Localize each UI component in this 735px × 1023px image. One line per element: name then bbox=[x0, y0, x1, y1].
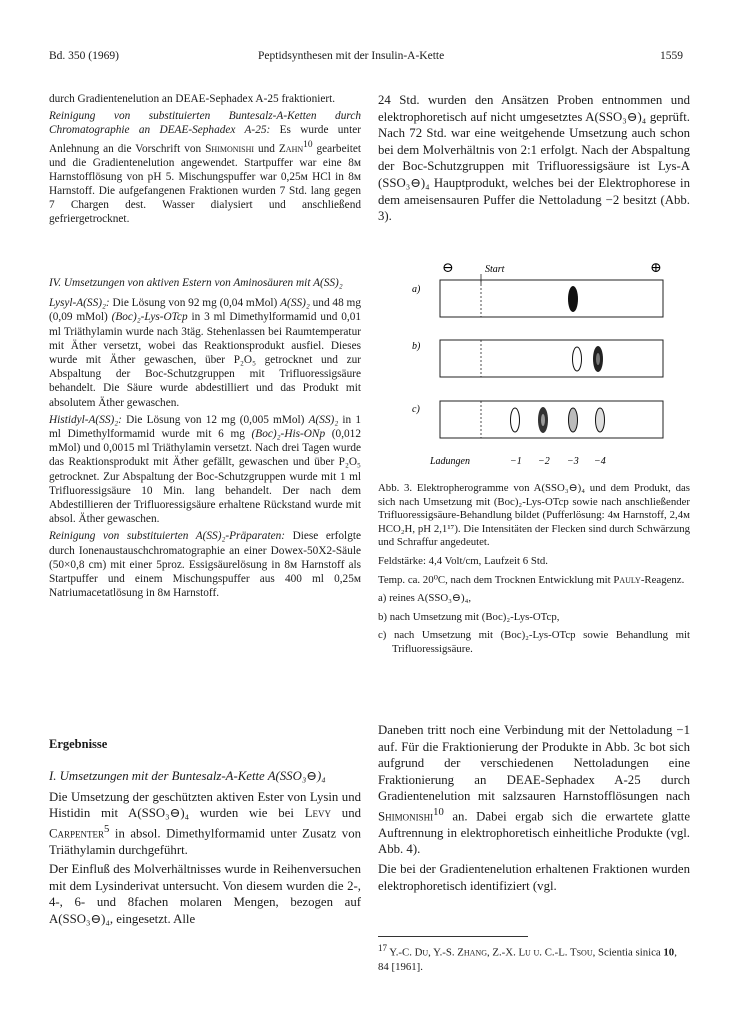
right-column-body bbox=[378, 722, 690, 897]
minus-pole-icon: ⊖ bbox=[442, 261, 454, 276]
spot-b-minus-3 bbox=[573, 347, 582, 371]
strip-label-c: c) bbox=[412, 404, 420, 415]
author-name: Carpenter bbox=[49, 826, 105, 841]
run-in-heading: Histidyl-A(SS)₂: bbox=[49, 413, 122, 426]
reference-marker: 10 bbox=[303, 139, 313, 150]
charges-axis-label: Ladungen bbox=[430, 456, 470, 467]
spot-a-minus-3 bbox=[568, 286, 578, 312]
paragraph: Lysyl-A(SS)₂: Die Lösung von 92 mg (0,04 mMol) A(SS)₂ und 48 mg (0,09 mMol) (Boc)₂-Lys-OTcp in 3 ml Dimethylformamid und 0,01 ml Triäthylamin wurde nach 3täg. Stehenlassen bei Raumtemperatur mit Äther versetzt, wobei das Reaktionsprodukt ausfiel. Dieses wurde mit Äther gewaschen, über P₂O₅ getrocknet und zur Abspaltung der Boc-Schutzgruppen mit Trifluoressigsäure behandelt. Die Säure wurde abdestilliert und das Produkt mit absolutem Äther gewaschen. bbox=[49, 297, 361, 409]
figure-caption bbox=[378, 482, 690, 662]
footnote-rule bbox=[378, 936, 528, 937]
caption-text: Temp. ca. 20⁰C, nach dem Trocknen Entwicklung mit Pauly-Reagenz. bbox=[378, 573, 685, 586]
right-column-intro bbox=[378, 92, 690, 228]
footnote: $^{17}$ Y.-C. Du, Y.-S. Zhang, Z.-X. Lu u. C.-L. Tsou, Scientia sinica 10, 84 [1961]. bbox=[378, 943, 677, 973]
author-name: Zahn bbox=[278, 142, 304, 155]
caption-item: a) reines A(SSO₃⊖)₄, bbox=[378, 592, 472, 605]
paragraph: Die bei der Gradientenelution erhaltenen Fraktionen wurden elektrophoretisch identifiziert (vgl. bbox=[378, 862, 690, 893]
electropherogram-figure bbox=[390, 252, 690, 477]
reference-marker: 10 bbox=[433, 806, 444, 818]
left-column bbox=[49, 92, 361, 230]
charge-tick: −2 bbox=[538, 456, 550, 467]
run-in-heading: Reinigung von substituierten Buntesalz-A-Ketten durch Chromatographie an DEAE-Sephadex A-25: bbox=[49, 110, 361, 137]
section-iv bbox=[49, 276, 361, 603]
section-heading: I. Umsetzungen mit der Buntesalz-A-Kette A(SSO₃⊖)₄ bbox=[49, 769, 326, 783]
paragraph: Reinigung von substituierten A(SS)₂-Präparaten: Diese erfolgte durch Ionenaustauschchromatographie an einer Dowex-50X2-Säule (50×0,8 cm) mit einer 5proz. Essigsäurelösung in 8м Harnstoff als Startpuffer und einem Mischungspuffer aus 400 ml 0,25м Natriumacetatlösung in 8м Harnstoff. bbox=[49, 530, 361, 600]
charge-tick: −3 bbox=[567, 456, 579, 467]
spot-c-minus-3 bbox=[569, 408, 578, 432]
author-name: Levy bbox=[304, 806, 332, 821]
strip-label-a: a) bbox=[412, 284, 421, 295]
spot-c-minus-1 bbox=[511, 408, 520, 432]
caption-text: Feldstärke: 4,4 Volt/cm, Laufzeit 6 Std. bbox=[378, 554, 548, 567]
running-head-volume: Bd. 350 (1969) bbox=[49, 50, 119, 62]
paragraph: Histidyl-A(SS)₂: Die Lösung von 12 mg (0,005 mMol) A(SS)₂ in 1 ml Dimethylformamid wurde mit 6 mg (Boc)₂-His-ONp (0,012 mMol) und 0,0015 ml Triäthylamin versetzt. Nach drei Tagen wurde das Reaktionsprodukt mit Äther gefällt, gewaschen und über P₂O₅ getrocknet. Zur Abspaltung der Boc-Schutzgruppen wurde mit 1 ml Trifluoressigsäure 10 Min. lang behandelt. Der nach dem Abdestillieren der Trifluoressigsäure erhaltene Rückstand wurde mit absol. Äther gewaschen. bbox=[49, 413, 361, 526]
author-name: Shimonishi bbox=[378, 809, 434, 824]
strip-b bbox=[440, 340, 663, 377]
caption-text: Abb. 3. Elektropherogramme von A(SSO₃⊖)₄ und dem Produkt, das sich nach Umsetzung mit (Boc)₂-Lys-OTcp sowie nach anschließender Trifluoressigsäure-Behandlung bildet (Pufferlösung: 4м Harnstoff, 2,4м HCO₂H, pH 2,1¹⁷). Die Intensitäten der Flecken sind durch Schwärzung und Schraffur angedeutet. bbox=[378, 482, 690, 549]
strip-label-b: b) bbox=[412, 341, 421, 352]
author-name: Shimonishi bbox=[205, 142, 255, 155]
caption-item: c) nach Umsetzung mit (Boc)₂-Lys-OTcp sowie Behandlung mit Trifluoressigsäure. bbox=[378, 629, 690, 655]
reference-marker: 17 bbox=[378, 943, 387, 953]
caption-item: b) nach Umsetzung mit (Boc)₂-Lys-OTcp, bbox=[378, 610, 560, 623]
start-label: Start bbox=[485, 264, 505, 275]
spot-c-minus-4 bbox=[596, 408, 605, 432]
paragraph: 24 Std. wurden den Ansätzen Proben entnommen und elektrophoretisch auf nicht umgesetztes A(SSO₃⊖)₄ geprüft. Nach 72 Std. war eine weitgehende Umsetzung auch schon bei dem Molverhältnis von 2:1 erfolgt. Nach der Abspaltung der Boc-Schutzgruppen mit Trifluoressigsäure ist Lys-A (SSO₃⊖)₄ Hauptprodukt, welches bei der Elektrophorese in dem ameisensauren Puffer die Nettoladung −2 besitzt (Abb. 3). bbox=[378, 93, 690, 224]
plus-pole-icon: ⊕ bbox=[650, 261, 662, 276]
run-in-heading: Reinigung von substituierten A(SS)₂-Präparaten: bbox=[49, 530, 286, 543]
section-heading-ergebnisse: Ergebnisse bbox=[49, 737, 108, 751]
paragraph: Reinigung von substituierten Buntesalz-A-Ketten durch Chromatographie an DEAE-Sephadex A-25: Es wurde unter Anlehnung an die Vorschrift von Shimonishi und Zahn$^{10}$ gearbeitet und die Gradientenelution angewendet. Startpuffer war eine 8м Harnstofflösung von pH 5. Mischungspuffer war 0,25м HCl in 8м Harnstoff. Die aufgefangenen Fraktionen wurden 7 Std. lang gegen 7 Chargen dest. Wasser dialysiert und anschließend gefriergetrocknet. bbox=[49, 110, 362, 226]
reference-marker: 5 bbox=[104, 823, 110, 835]
charge-tick: −1 bbox=[510, 456, 522, 467]
strip-a bbox=[440, 280, 663, 317]
paragraph: Daneben tritt noch eine Verbindung mit der Nettoladung −1 auf. Für die Fraktionierung der Produkte in Abb. 3c bot sich aufgrund der verschiedenen Nettoladungen eine Fraktionierung an DEAE-Sephadex A-25 durch Gradientenelution mit salzsauren Harnstofflösungen nach Shimonishi$^{10}$ an. Dabei ergab sich die erwartete glatte Auftrennung in elektrophoretisch einheitliche Produkte (vgl. Abb. 4). bbox=[378, 723, 690, 857]
paragraph: Die Umsetzung der geschützten aktiven Ester von Lysin und Histidin mit A(SSO₃⊖)₄ wurden wie bei Levy und Carpenter$^5$ in absol. Dimethylformamid unter Zusatz von Triäthylamin durchgeführt. bbox=[49, 789, 361, 857]
author-name: Pauly bbox=[613, 573, 641, 586]
paragraph: Der Einfluß des Molverhältnisses wurde in Reihenversuchen mit dem Lysinderivat untersucht. Von diesem wurden die 2-, 4-, 6- und 8fachen molaren Mengen, bezogen auf A(SSO₃⊖)₄, eingesetzt. Alle bbox=[49, 862, 361, 927]
run-in-heading: Lysyl-A(SS)₂: bbox=[49, 297, 110, 310]
paragraph: durch Gradientenelution an DEAE-Sephadex A-25 fraktioniert. bbox=[49, 93, 336, 105]
page-number: 1559 bbox=[660, 50, 683, 62]
strip-c bbox=[440, 401, 663, 438]
charge-tick: −4 bbox=[594, 456, 606, 467]
running-head-title: Peptidsynthesen mit der Insulin-A-Kette bbox=[258, 50, 445, 62]
section-heading: IV. Umsetzungen von aktiven Estern von Aminosäuren mit A(SS)₂ bbox=[49, 277, 343, 289]
results-section bbox=[49, 768, 361, 931]
